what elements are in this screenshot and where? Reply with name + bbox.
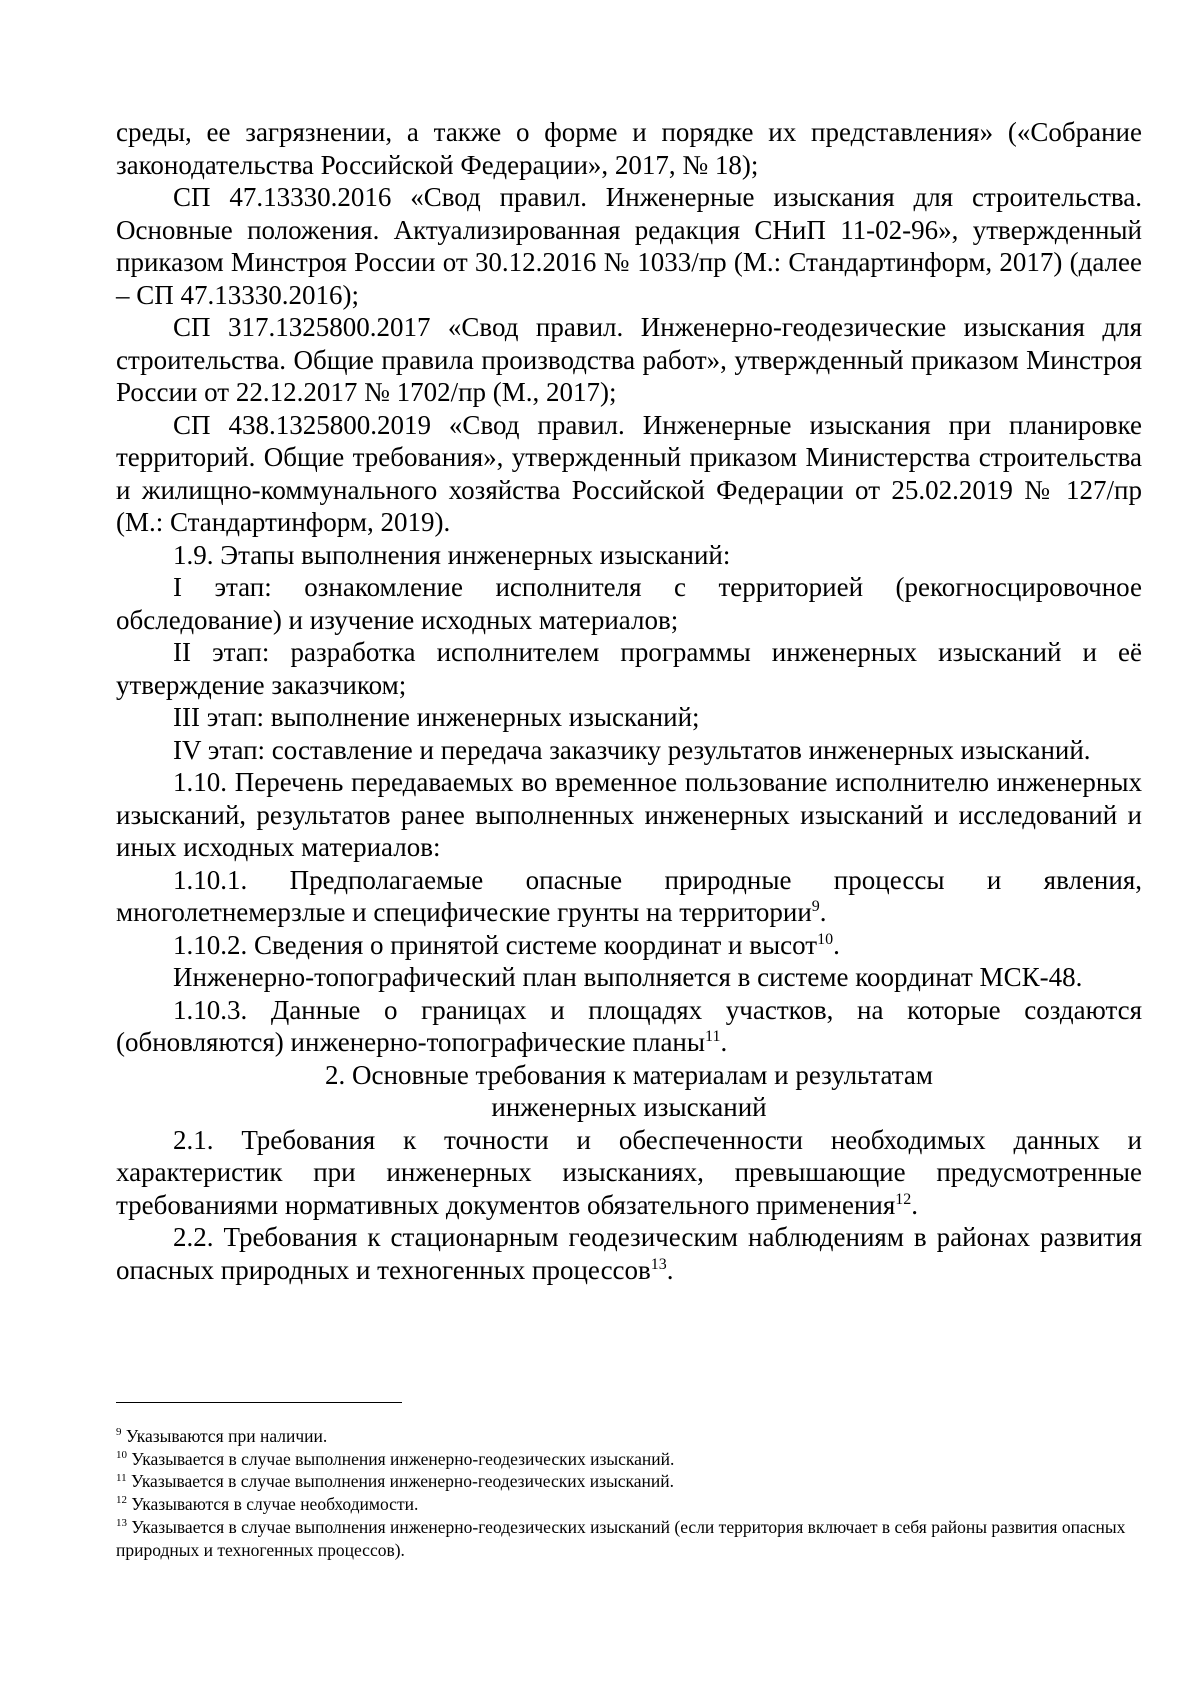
footnote-text: Указываются в случае необходимости.: [127, 1494, 419, 1515]
footnote-number: 13: [116, 1516, 127, 1529]
footnote-text: Указывается в случае выполнения инженерно-геодезических изысканий (если территория включает в себя районы развития опасных природных и техногенных процессов).: [116, 1516, 1126, 1560]
paragraph-1-10: 1.10. Перечень передаваемых во временное пользование исполнителю инженерных изысканий, результатов ранее выполненных инженерных изысканий и исследований и иных исходных материалов:: [116, 767, 1142, 862]
paragraph-text: 2.1. Требования к точности и обеспеченности необходимых данных и характеристик при инженерных изысканиях, превышающие предусмотренные требованиями нормативных документов обязательного применения: [116, 1124, 1142, 1220]
footnote-ref-13[interactable]: 13: [650, 1255, 667, 1273]
footnote-ref-9[interactable]: 9: [811, 898, 820, 915]
paragraph-continuation: среды, ее загрязнении, а также о форме и порядке их представления» («Собрание законодательства Российской Федерации», 2017, № 18);: [116, 117, 1142, 180]
footnote-number: 12: [116, 1494, 127, 1507]
footnote-13: [116, 1516, 1142, 1561]
period: .: [666, 1254, 674, 1285]
paragraph-2-1: [116, 1124, 1142, 1222]
paragraph-stage-3: III этап: выполнение инженерных изысканий;: [173, 702, 700, 732]
footnote-ref-11[interactable]: 11: [705, 1028, 721, 1045]
footnote-10: [116, 1448, 1142, 1471]
paragraph-1-9: 1.9. Этапы выполнения инженерных изысканий:: [173, 539, 731, 570]
period: .: [819, 897, 827, 927]
footnote-12: [116, 1493, 1142, 1516]
footnote-separator: [116, 1402, 402, 1403]
paragraph-sp-438: СП 438.1325800.2019 «Свод правил. Инженерные изыскания при планировке территорий. Общие требования», утвержденный приказом Министерства строительства и жилищно-коммунального хозяйства Российской Федерации от 25.02.2019 № 127/пр (М.: Стандартинформ, 2019).: [116, 409, 1142, 537]
paragraph-1-10-2: [116, 929, 1142, 962]
paragraph-coordinate-system: Инженерно-топографический план выполняется в системе координат МСК-48.: [173, 962, 1083, 992]
footnote-number: 11: [116, 1471, 127, 1484]
paragraph-stage-1: I этап: ознакомление исполнителя с территорией (рекогносцировочное обследование) и изучение исходных материалов;: [116, 572, 1142, 635]
footnote-ref-12[interactable]: 12: [895, 1190, 912, 1208]
paragraph-text: 2.2. Требования к стационарным геодезическим наблюдениям в районах развития опасных природных и техногенных процессов: [116, 1222, 1142, 1285]
document-page: [116, 116, 1142, 1286]
paragraph-stage-2: II этап: разработка исполнителем программы инженерных изысканий и её утверждение заказчиком;: [116, 637, 1142, 700]
footnote-ref-10[interactable]: 10: [817, 930, 834, 948]
paragraph-1-10-3: [116, 994, 1142, 1059]
footnote-number: 10: [116, 1448, 127, 1461]
paragraph-2-2: [116, 1221, 1142, 1286]
paragraph-text: 1.10.3. Данные о границах и площадях участков, на которые создаются (обновляются) инженерно-топографические планы: [116, 994, 1142, 1057]
footnote-11: [116, 1470, 1142, 1493]
footnote-text: Указывается в случае выполнения инженерно-геодезических изысканий.: [126, 1471, 674, 1492]
section-heading-line-1: 2. Основные требования к материалам и результатам: [325, 1059, 933, 1090]
period: .: [720, 1027, 728, 1057]
paragraph-text: 1.10.2. Сведения о принятой системе координат и высот: [173, 929, 818, 960]
footnote-9: [116, 1425, 1142, 1448]
footnote-number: 9: [116, 1426, 122, 1439]
paragraph-1-10-1: [116, 864, 1142, 929]
paragraph-sp-317: СП 317.1325800.2017 «Свод правил. Инженерно-геодезические изыскания для строительства. Общие правила производства работ», утвержденный приказом Минстроя России от 22.12.2017 № 1702/пр (М., 2017);: [116, 312, 1142, 407]
period: .: [911, 1189, 919, 1220]
footnotes: [116, 1425, 1142, 1561]
period: .: [833, 929, 840, 960]
footnote-text: Указывается в случае выполнения инженерно-геодезических изысканий.: [127, 1448, 675, 1469]
paragraph-text: 1.10.1. Предполагаемые опасные природные процессы и явления, многолетнемерзлые и специфические грунты на территории: [116, 864, 1142, 927]
footnote-text: Указываются при наличии.: [121, 1426, 328, 1446]
paragraph-stage-4: IV этап: составление и передача заказчику результатов инженерных изысканий.: [173, 734, 1091, 765]
section-heading-line-2: инженерных изысканий: [491, 1092, 767, 1122]
paragraph-sp-47: СП 47.13330.2016 «Свод правил. Инженерные изыскания для строительства. Основные положения. Актуализированная редакция СНиП 11-02-96», утвержденный приказом Минстроя России от 30.12.2016 № 1033/пр (М.: Стандартинформ, 2017) (далее – СП 47.13330.2016);: [116, 182, 1142, 310]
